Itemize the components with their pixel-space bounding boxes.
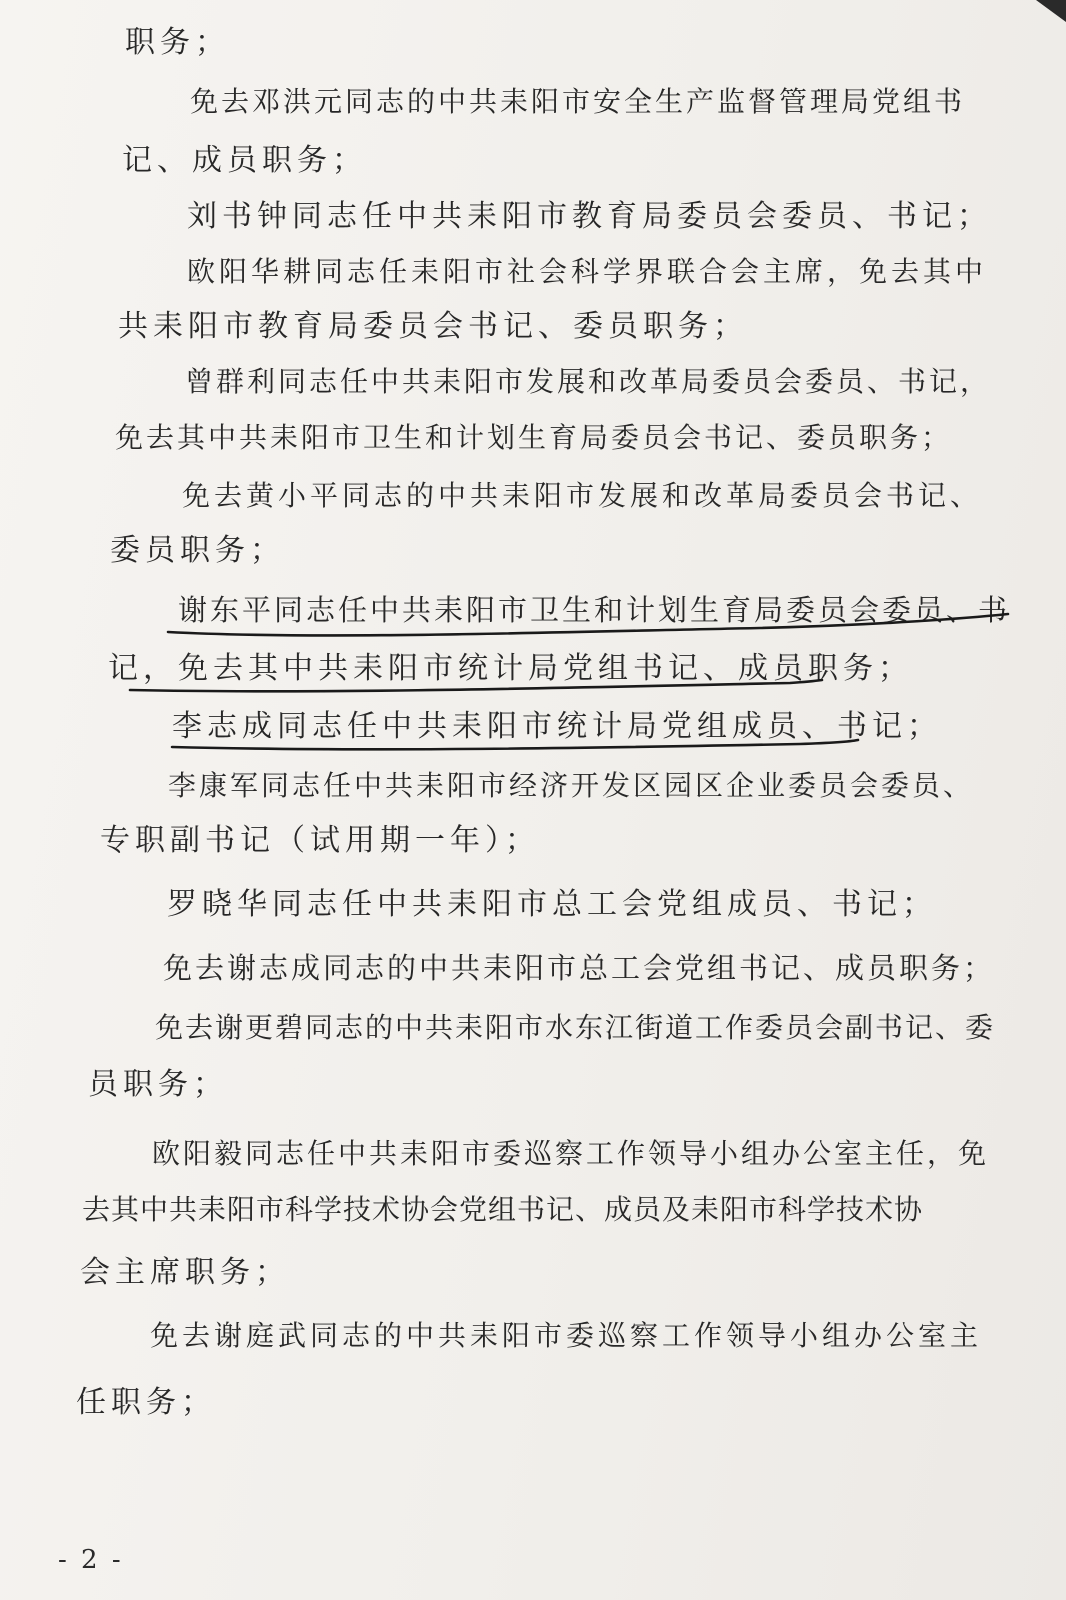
text-line: 员职务；: [88, 1067, 228, 1102]
text-line: 欧阳华耕同志任耒阳市社会科学界联合会主席，免去其中: [187, 255, 988, 288]
text-line: 会主席职务；: [80, 1255, 290, 1290]
text-line: 免去邓洪元同志的中共耒阳市安全生产监督管理局党组书: [190, 85, 966, 118]
text-line: 共耒阳市教育局委员会书记、委员职务；: [118, 309, 748, 344]
text-line: 委员职务；: [110, 533, 285, 568]
page-number: - 2 -: [58, 1545, 124, 1575]
text-line: 免去谢庭武同志的中共耒阳市委巡察工作领导小组办公室主: [150, 1319, 983, 1352]
text-line: 免去黄小平同志的中共耒阳市发展和改革局委员会书记、: [182, 479, 983, 512]
text-line: 李志成同志任中共耒阳市统计局党组成员、书记；: [172, 709, 942, 744]
text-line: 罗晓华同志任中共耒阳市总工会党组成员、书记；: [167, 887, 937, 922]
text-line: 职务；: [125, 25, 230, 60]
text-line: 记，免去其中共耒阳市统计局党组书记、成员职务；: [108, 651, 913, 686]
scan-corner: [1036, 0, 1066, 22]
text-line: 免去其中共耒阳市卫生和计划生育局委员会书记、委员职务；: [115, 421, 953, 454]
text-line: 欧阳毅同志任中共耒阳市委巡察工作领导小组办公室主任，免: [152, 1137, 990, 1170]
text-line: 刘书钟同志任中共耒阳市教育局委员会委员、书记；: [187, 199, 992, 234]
text-line: 谢东平同志任中共耒阳市卫生和计划生育局委员会委员、书: [178, 593, 1011, 627]
text-line: 免去谢更碧同志的中共耒阳市水东江街道工作委员会副书记、委: [155, 1011, 996, 1044]
text-line: 专职副书记（试用期一年）；: [100, 823, 540, 858]
text-line: 免去谢志成同志的中共耒阳市总工会党组书记、成员职务；: [163, 951, 996, 985]
text-line: 去其中共耒阳市科学技术协会党组书记、成员及耒阳市科学技术协: [82, 1193, 924, 1226]
text-line: 任职务；: [76, 1385, 216, 1420]
text-line: 李康军同志任中共耒阳市经济开发区园区企业委员会委员、: [168, 769, 975, 802]
text-line: 记、成员职务；: [122, 143, 367, 178]
text-line: 曾群利同志任中共耒阳市发展和改革局委员会委员、书记，: [185, 365, 992, 398]
